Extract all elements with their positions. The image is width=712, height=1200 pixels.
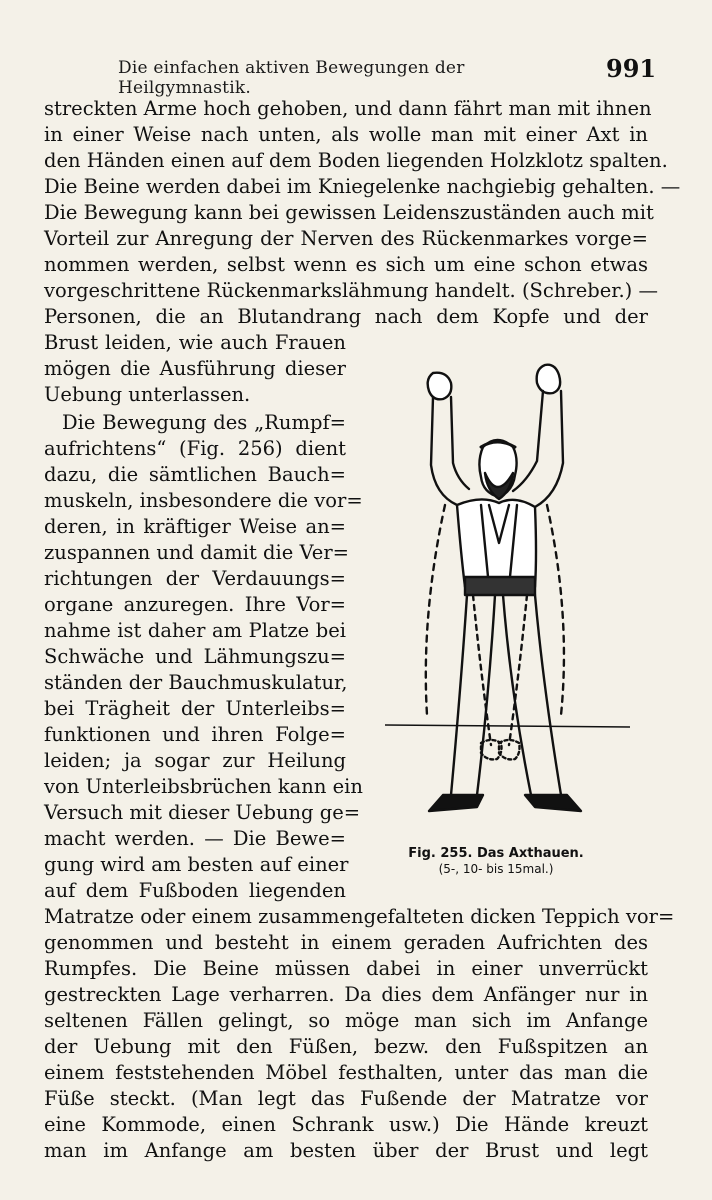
exercise-figure-illustration bbox=[385, 355, 630, 840]
page-number: 991 bbox=[606, 54, 657, 83]
text-line: ständen der Bauchmuskulatur, bbox=[44, 671, 348, 694]
text-line: man im Anfange am besten über der Brust und legt bbox=[44, 1139, 648, 1162]
text-line: den Händen einen auf dem Boden liegenden Holzklotz spalten. bbox=[44, 149, 668, 172]
text-line: nommen werden, selbst wenn es sich um eine schon etwas bbox=[44, 253, 648, 276]
text-line: Die Beine werden dabei im Kniegelenke nachgiebig gehalten. — bbox=[44, 175, 681, 198]
text-line: streckten Arme hoch gehoben, und dann fährt man mit ihnen bbox=[44, 97, 652, 120]
text-line: Die Bewegung kann bei gewissen Leidenszuständen auch mit bbox=[44, 201, 654, 224]
text-line: Füße steckt. (Man legt das Fußende der Matratze vor bbox=[44, 1087, 648, 1110]
text-line: gestreckten Lage verharren. Da dies dem Anfänger nur in bbox=[44, 983, 648, 1006]
text-line: der Uebung mit den Füßen, bezw. den Fußspitzen an bbox=[44, 1035, 648, 1058]
text-line: Brust leiden, wie auch Frauen bbox=[44, 331, 346, 354]
text-line: aufrichtens“ (Fig. 256) dient bbox=[44, 437, 346, 460]
text-line: seltenen Fällen gelingt, so möge man sich im Anfange bbox=[44, 1009, 648, 1032]
text-line: mögen die Ausführung dieser bbox=[44, 357, 346, 380]
text-line: Rumpfes. Die Beine müssen dabei in einer unverrückt bbox=[44, 957, 648, 980]
figure-caption: Fig. 255. Das Axthauen. bbox=[408, 846, 584, 861]
running-title: Die einfachen aktiven Bewegungen der Heilgymnastik. bbox=[118, 58, 465, 98]
text-line: Personen, die an Blutandrang nach dem Kopfe und der bbox=[44, 305, 648, 328]
text-line: macht werden. — Die Bewe= bbox=[44, 827, 346, 850]
text-line: funktionen und ihren Folge= bbox=[44, 723, 346, 746]
text-line: richtungen der Verdauungs= bbox=[44, 567, 346, 590]
text-line: vorgeschrittene Rückenmarkslähmung handelt. (Schreber.) — bbox=[44, 279, 658, 302]
text-line: einem feststehenden Möbel festhalten, unter das man die bbox=[44, 1061, 648, 1084]
text-line: zuspannen und damit die Ver= bbox=[44, 541, 349, 564]
text-line: dazu, die sämtlichen Bauch= bbox=[44, 463, 346, 486]
text-line: genommen und besteht in einem geraden Aufrichten des bbox=[44, 931, 648, 954]
text-line: muskeln, insbesondere die vor= bbox=[44, 489, 363, 512]
text-line: Versuch mit dieser Uebung ge= bbox=[44, 801, 361, 824]
text-line: in einer Weise nach unten, als wolle man mit einer Axt in bbox=[44, 123, 648, 146]
text-line: von Unterleibsbrüchen kann ein bbox=[44, 775, 363, 798]
text-line: Uebung unterlassen. bbox=[44, 383, 251, 406]
text-line: Schwäche und Lähmungszu= bbox=[44, 645, 346, 668]
text-line: leiden; ja sogar zur Heilung bbox=[44, 749, 346, 772]
text-line: organe anzuregen. Ihre Vor= bbox=[44, 593, 346, 616]
text-line: nahme ist daher am Platze bei bbox=[44, 619, 346, 642]
figure-caption-note: (5-, 10- bis 15mal.) bbox=[438, 862, 554, 876]
text-line: auf dem Fußboden liegenden bbox=[44, 879, 346, 902]
text-line: Vorteil zur Anregung der Nerven des Rückenmarkes vorge= bbox=[44, 227, 648, 250]
text-line: gung wird am besten auf einer bbox=[44, 853, 349, 876]
text-line: eine Kommode, einen Schrank usw.) Die Hände kreuzt bbox=[44, 1113, 648, 1136]
text-line: bei Trägheit der Unterleibs= bbox=[44, 697, 346, 720]
text-line: Matratze oder einem zusammengefalteten dicken Teppich vor= bbox=[44, 905, 675, 928]
text-line: Die Bewegung des „Rumpf= bbox=[62, 411, 346, 434]
text-line: deren, in kräftiger Weise an= bbox=[44, 515, 346, 538]
